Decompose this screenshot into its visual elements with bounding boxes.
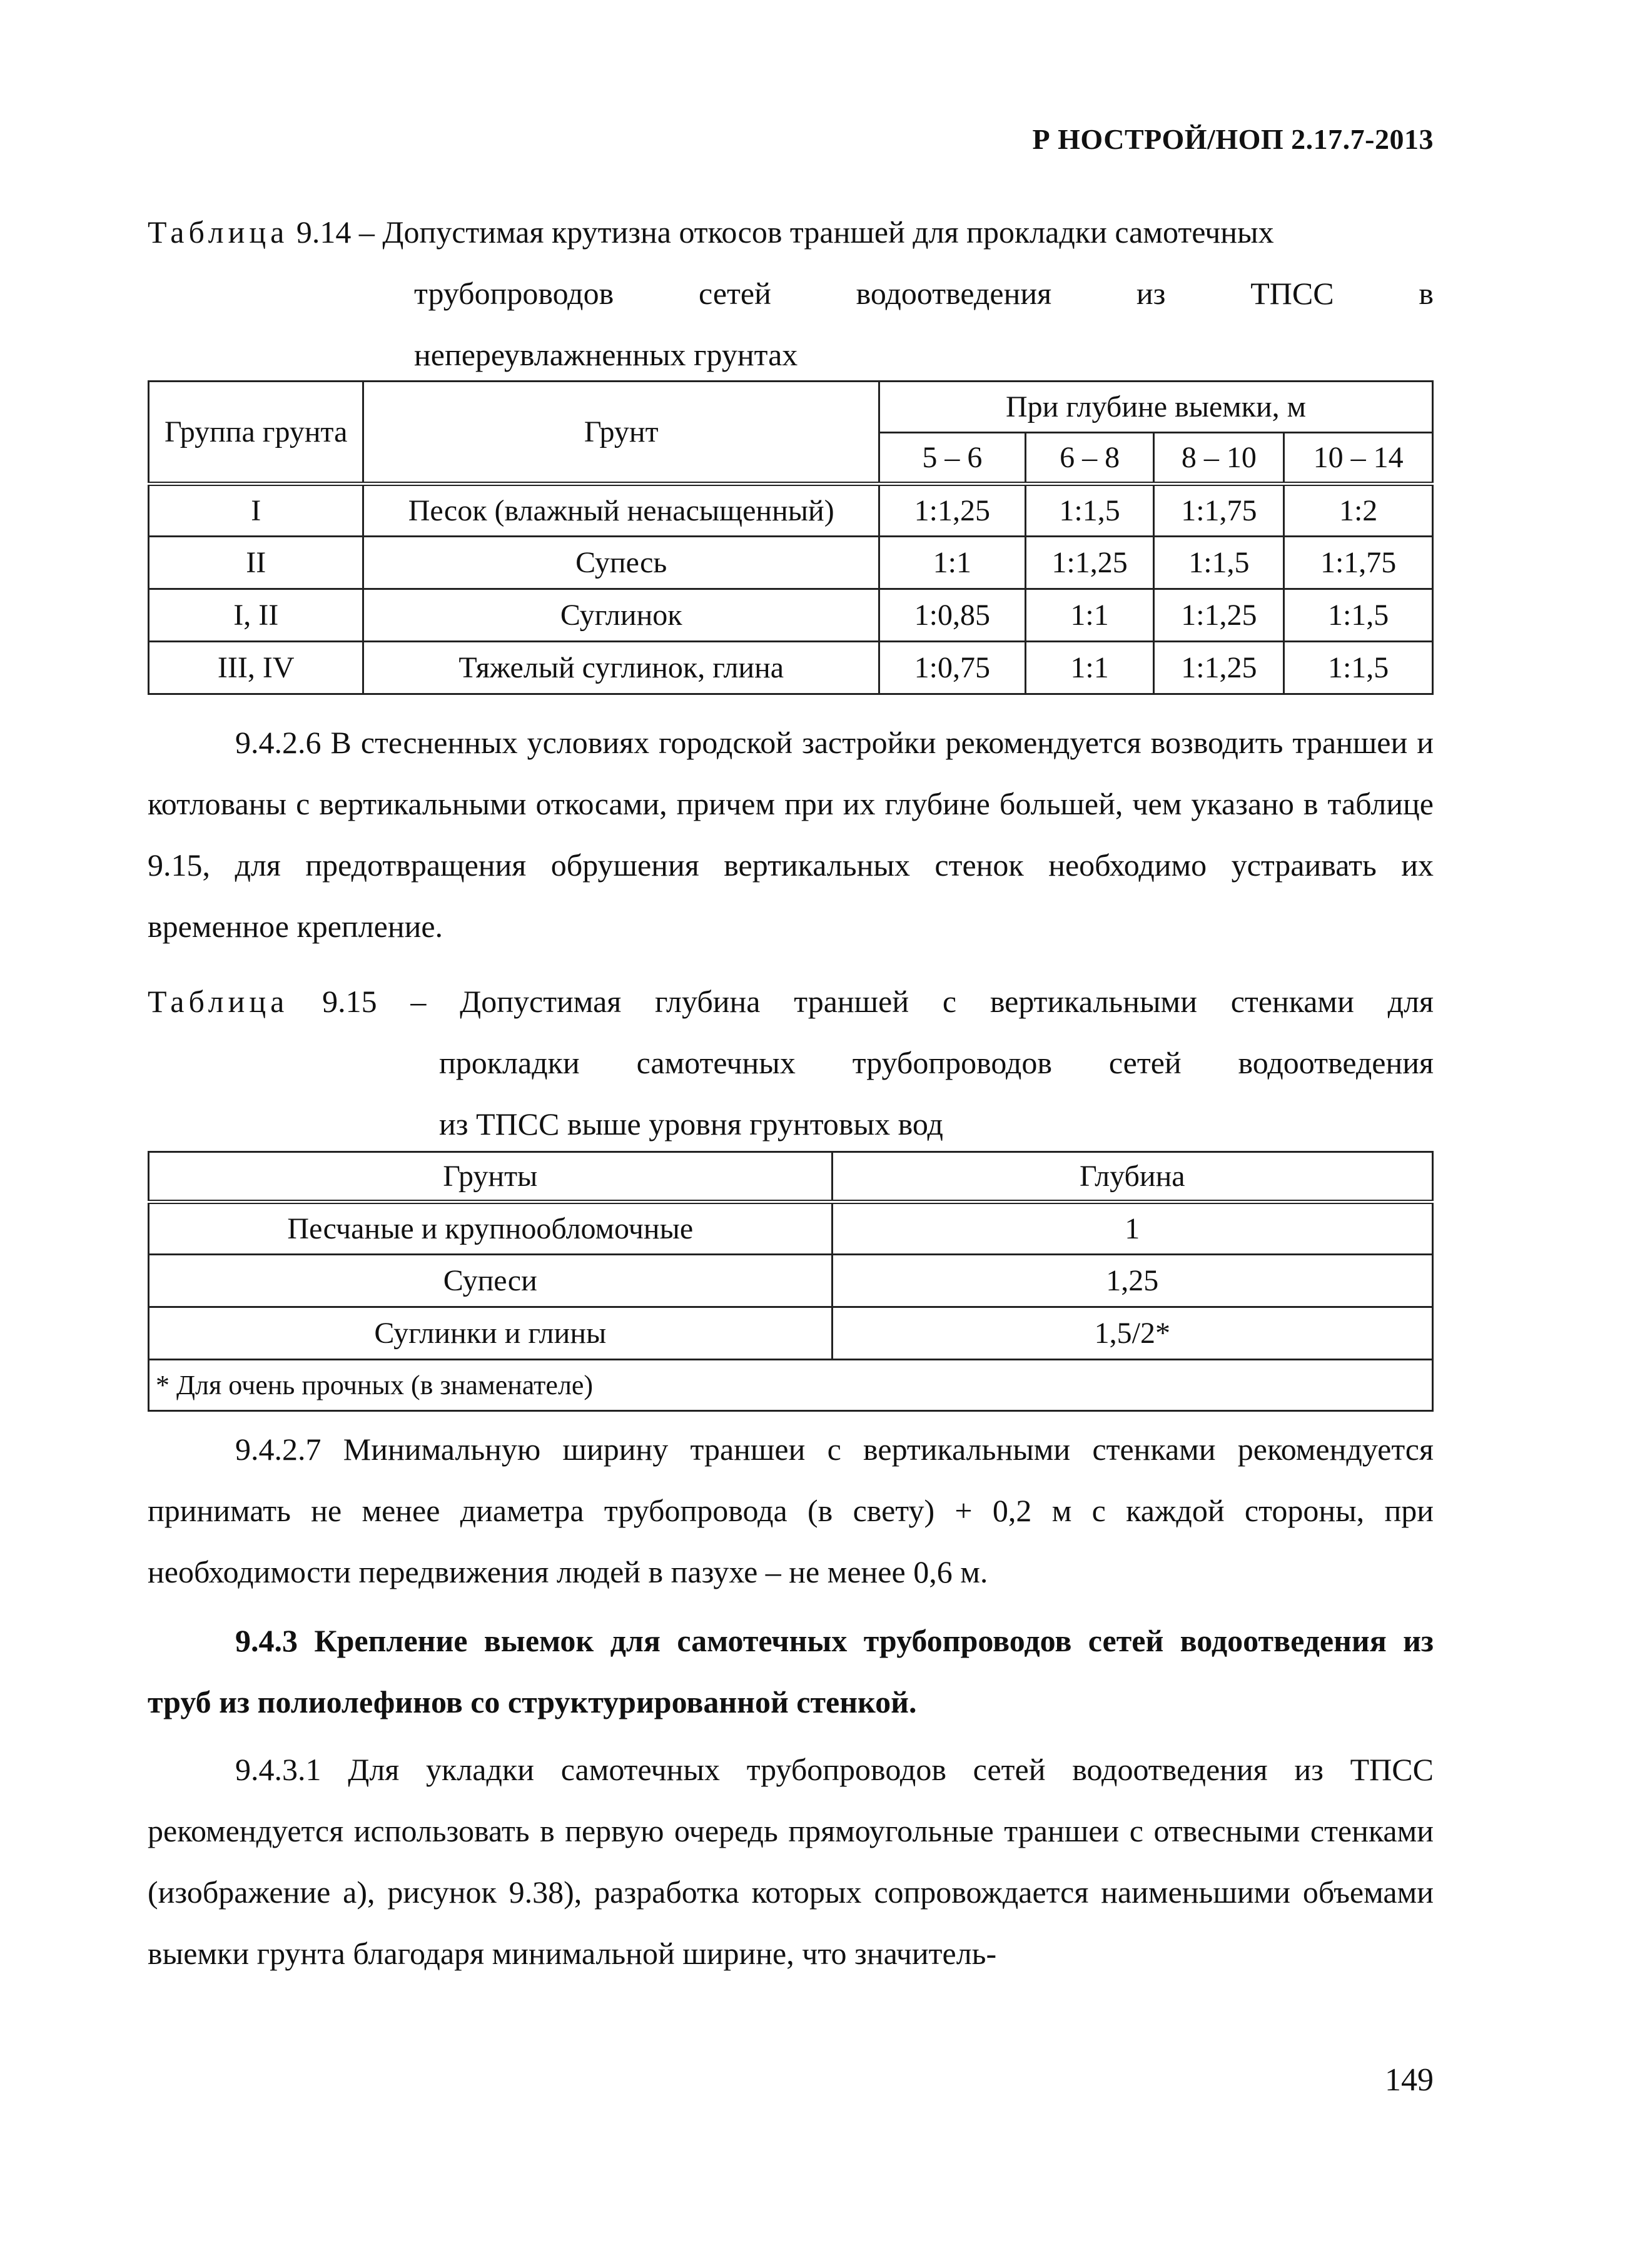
table-914-header-soil: Грунт [363,382,879,484]
table-914-cell-value: 1:1,75 [1284,537,1433,589]
table-915-cell-depth: 1 [832,1202,1432,1255]
table-914-cell-group: II [149,537,363,589]
table-914-cell-value: 1:1 [1025,589,1154,642]
table-914-header-range: 8 – 10 [1154,433,1284,484]
table-915-caption [148,971,1434,1155]
paragraph-9-4-2-6: 9.4.2.6 В стесненных условиях городской застройки рекомендуется возводить траншеи и котлованы с вертикальными откосами, причем при их глубине большей, чем указано в таблице 9.15, для предотвращения обрушения вертикальных стенок необходимо устраивать их временное крепление. [148,725,1434,944]
table-915-cell-depth: 1,5/2* [832,1307,1432,1360]
table-row [149,642,1433,694]
table-914-cell-value: 1:1,75 [1154,484,1284,537]
table-914-caption [148,201,1434,385]
table-914-cell-value: 1:1,25 [1025,537,1154,589]
heading-9-4-3: 9.4.3 Крепление выемок для самотечных трубопроводов сетей водоотведения из труб из полиолефинов со структурированной стенкой. [148,1623,1434,1719]
table-914 [148,380,1434,695]
table-915 [148,1151,1434,1412]
table-914-cell-group: I [149,484,363,537]
table-915-cell-soil: Песчаные и крупнообломочные [149,1202,833,1255]
table-915-caption-line3: из ТПСС выше уровня грунтовых вод [439,1106,943,1142]
table-915-caption-label: Таблица [148,984,289,1019]
table-914-cell-soil: Песок (влажный ненасыщенный) [363,484,879,537]
table-914-cell-value: 1:1,25 [1154,642,1284,694]
table-row [149,1360,1433,1411]
table-914-cell-soil: Тяжелый суглинок, глина [363,642,879,694]
table-915-header-depth: Глубина [832,1152,1432,1202]
table-914-header-range: 6 – 8 [1025,433,1154,484]
table-914-caption-line2: трубопроводов сетей водоотведения из ТПСС в [414,276,1434,311]
paragraph-9-4-3-1: 9.4.3.1 Для укладки самотечных трубопроводов сетей водоотведения из ТПСС рекомендуется использовать в первую очередь прямоугольные траншеи с отвесными стенками (изображение а), рисунок 9.38), разработка которых сопровождается наименьшими объемами выемки грунта благодаря минимальной ширине, что значитель- [148,1752,1434,1971]
table-914-header-range: 10 – 14 [1284,433,1433,484]
table-914-caption-line3: непереувлажненных грунтах [414,337,798,372]
table-914-cell-group: I, II [149,589,363,642]
paragraph-9-4-2-7: 9.4.2.7 Минимальную ширину траншеи с вертикальными стенками рекомендуется принимать не менее диаметра трубопровода (в свету) + 0,2 м с каждой стороны, при необходимости передвижения людей в пазухе – не менее 0,6 м. [148,1432,1434,1589]
table-915-caption-line1: 9.15 – Допустимая глубина траншей с вертикальными стенками для [322,984,1434,1019]
table-914-cell-value: 1:1,5 [1284,642,1433,694]
table-row [149,589,1433,642]
table-914-cell-value: 1:1,5 [1284,589,1433,642]
table-row [149,537,1433,589]
table-915-cell-depth: 1,25 [832,1255,1432,1307]
table-915-footnote: * Для очень прочных (в знаменателе) [149,1360,1433,1411]
table-914-cell-value: 1:0,85 [879,589,1026,642]
table-914-cell-soil: Супесь [363,537,879,589]
table-914-cell-value: 1:1,5 [1154,537,1284,589]
table-914-cell-value: 1:1,25 [1154,589,1284,642]
table-914-cell-value: 1:0,75 [879,642,1026,694]
table-915-caption-line2: прокладки самотечных трубопроводов сетей водоотведения [439,1045,1434,1080]
table-915-cell-soil: Суглинки и глины [149,1307,833,1360]
table-914-cell-value: 1:1 [879,537,1026,589]
page-number: 149 [1385,2062,1434,2098]
table-914-cell-value: 1:1 [1025,642,1154,694]
table-914-cell-value: 1:1,25 [879,484,1026,537]
table-914-caption-label: Таблица [148,215,289,250]
table-914-cell-soil: Суглинок [363,589,879,642]
table-914-caption-line1: 9.14 – Допустимая крутизна откосов траншей для прокладки самотечных [296,215,1274,250]
table-914-header-group: Группа грунта [149,382,363,484]
table-row [149,1202,1433,1255]
table-914-cell-value: 1:2 [1284,484,1433,537]
document-code-header: Р НОСТРОЙ/НОП 2.17.7-2013 [1032,123,1434,155]
table-915-cell-soil: Супеси [149,1255,833,1307]
table-914-cell-group: III, IV [149,642,363,694]
table-row [149,484,1433,537]
table-row [149,1255,1433,1307]
table-914-header-range: 5 – 6 [879,433,1026,484]
table-914-cell-value: 1:1,5 [1025,484,1154,537]
table-row [149,1307,1433,1360]
table-914-header-depth: При глубине выемки, м [879,382,1433,433]
table-915-header-soils: Грунты [149,1152,833,1202]
